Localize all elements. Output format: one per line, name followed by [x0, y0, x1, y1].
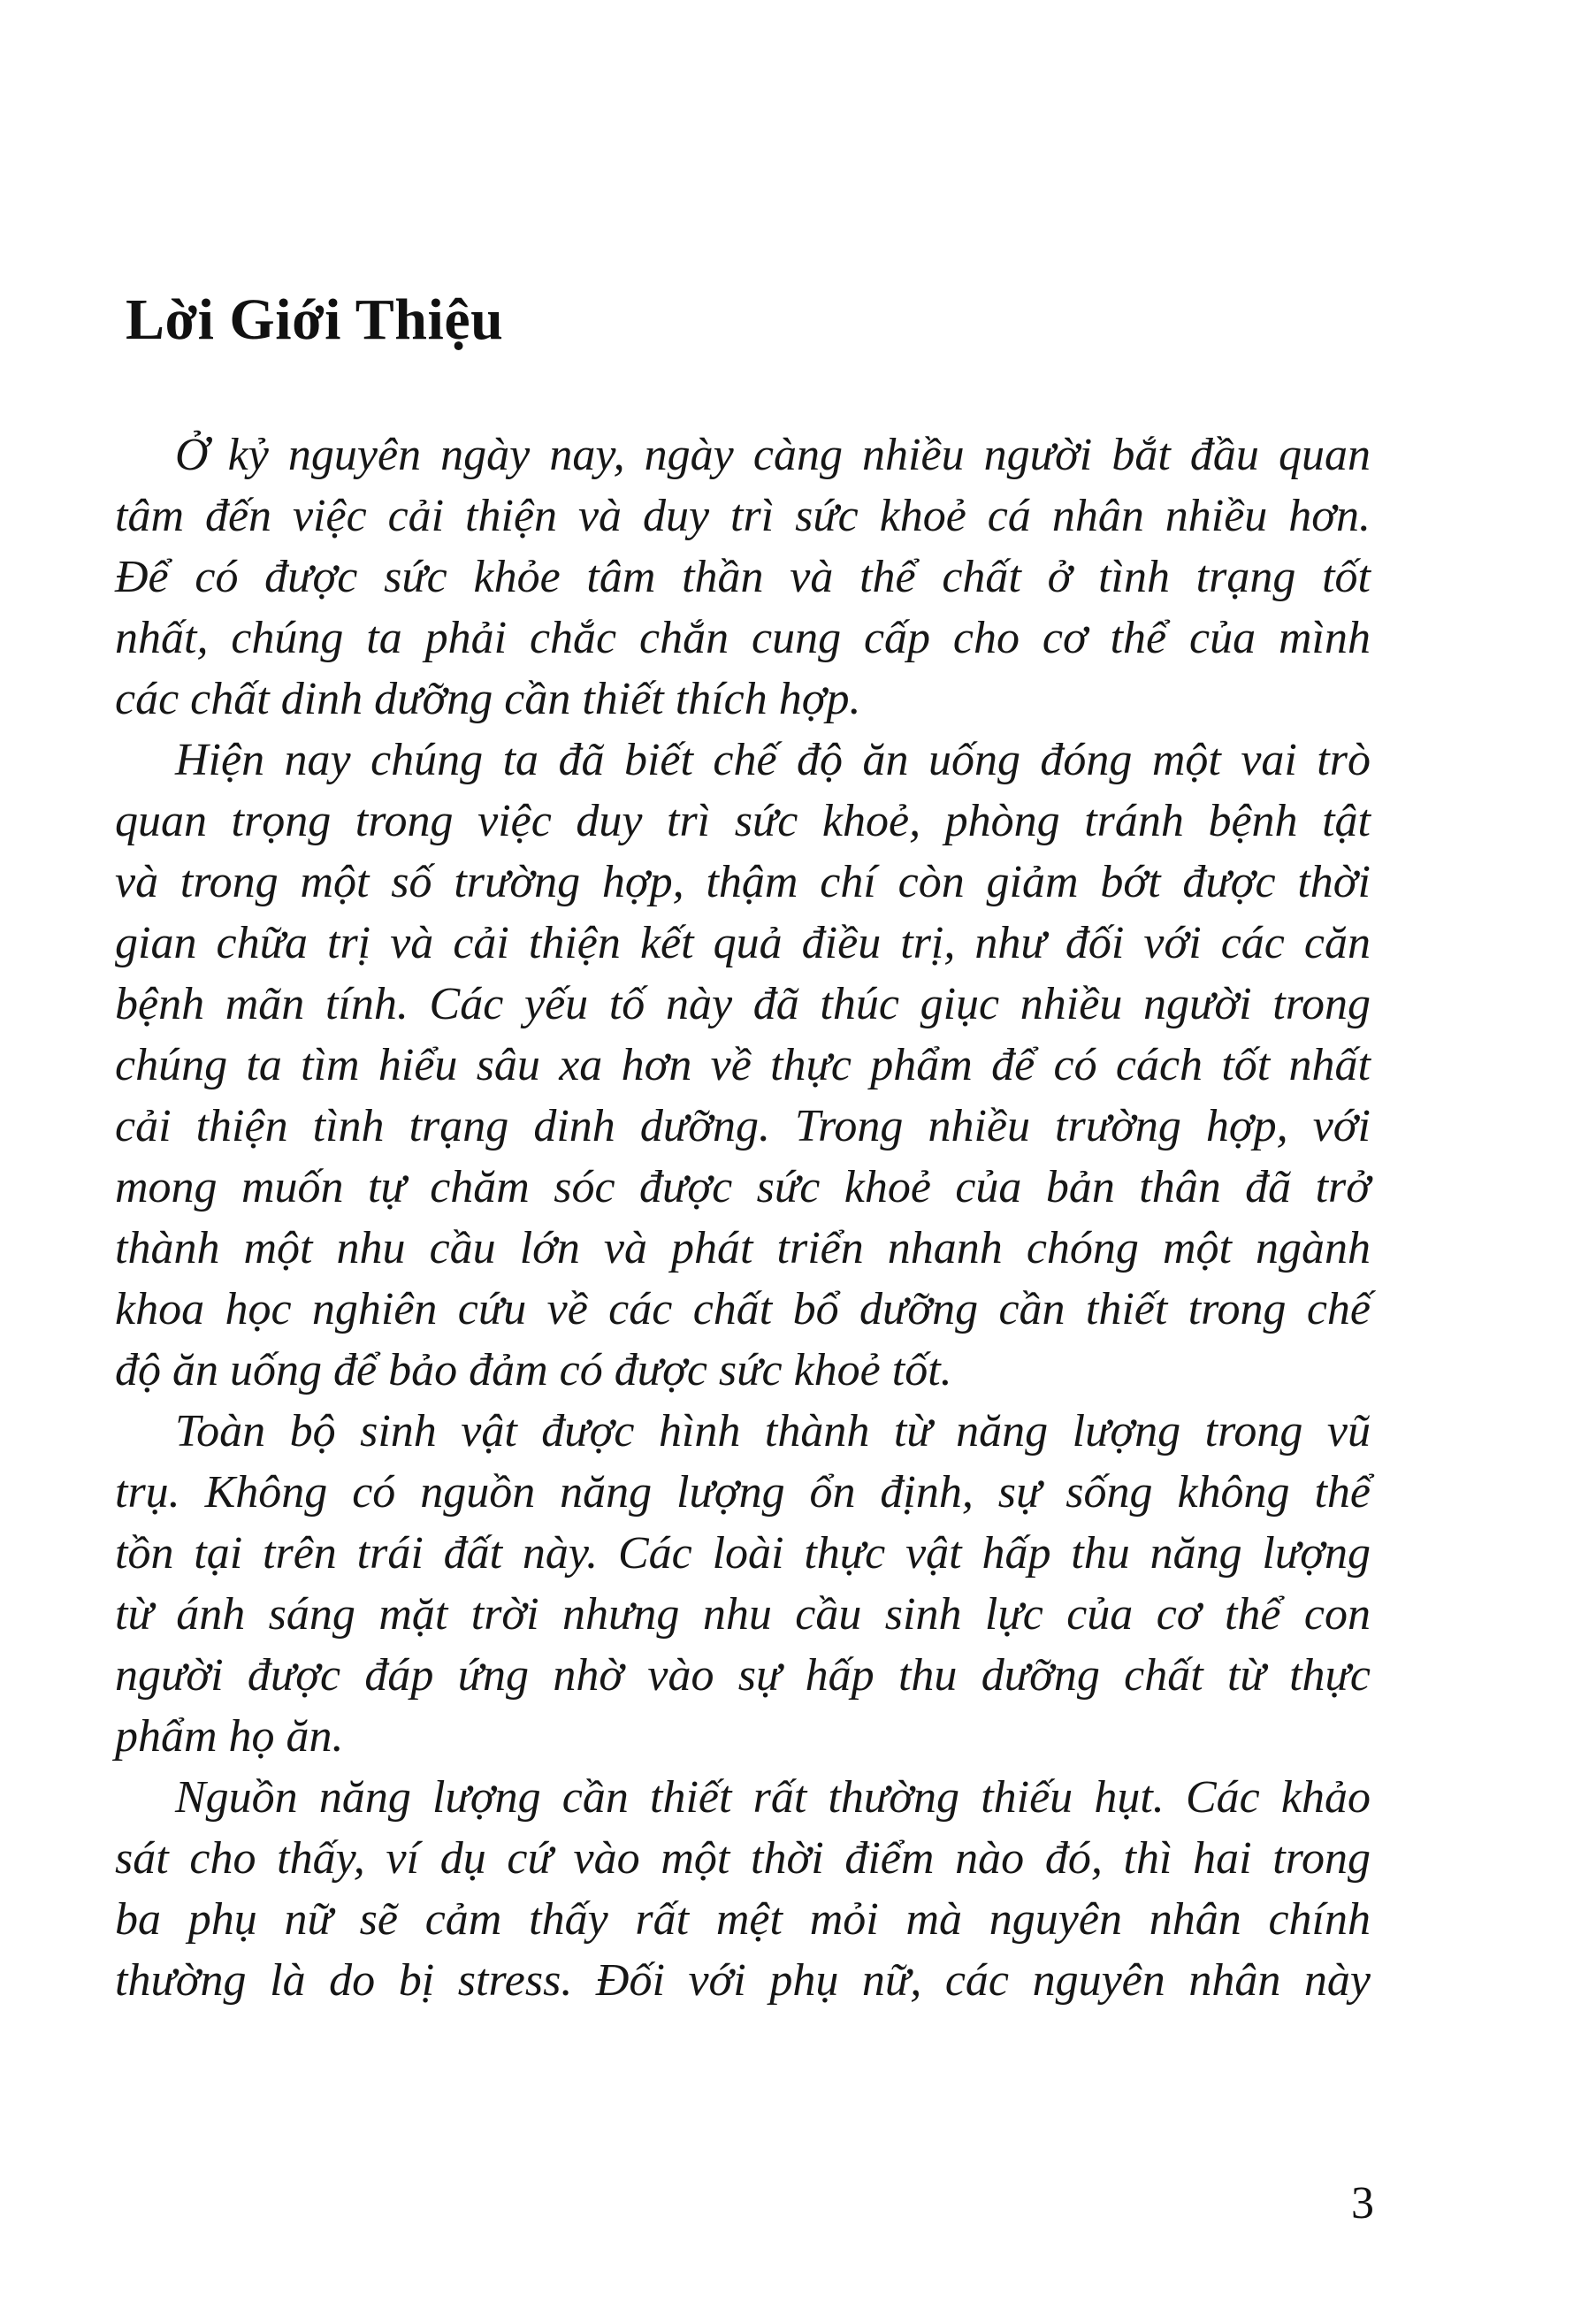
text-line: Toàn bộ sinh vật được hình thành từ năng lượng trong vũ	[175, 1406, 1371, 1456]
text-line: mong muốn tự chăm sóc được sức khoẻ của bản thân đã trở	[115, 1162, 1371, 1212]
paragraph-3	[115, 1401, 1371, 1767]
text-line: sát cho thấy, ví dụ cứ vào một thời điểm nào đó, thì hai trong	[115, 1833, 1371, 1884]
body-text	[115, 424, 1371, 2011]
text-line: Để có được sức khỏe tâm thần và thể chất ở tình trạng tốt	[115, 552, 1371, 602]
paragraph-1	[115, 424, 1371, 730]
page-number: 3	[1351, 2178, 1374, 2228]
text-line: từ ánh sáng mặt trời nhưng nhu cầu sinh lực của cơ thể con	[115, 1589, 1371, 1640]
text-line: và trong một số trường hợp, thậm chí còn giảm bớt được thời	[115, 857, 1371, 907]
text-line: nhất, chúng ta phải chắc chắn cung cấp cho cơ thể của mình	[115, 613, 1371, 663]
text-line: quan trọng trong việc duy trì sức khoẻ, phòng tránh bệnh tật	[115, 796, 1371, 846]
text-line: ba phụ nữ sẽ cảm thấy rất mệt mỏi mà nguyên nhân chính	[115, 1894, 1371, 1945]
paragraph-2	[115, 730, 1371, 1401]
text-line: độ ăn uống để bảo đảm có được sức khoẻ tốt.	[115, 1345, 952, 1395]
text-line: phẩm họ ăn.	[115, 1711, 344, 1762]
text-line: thường là do bị stress. Đối với phụ nữ, các nguyên nhân này	[115, 1955, 1371, 2006]
text-line: tâm đến việc cải thiện và duy trì sức khoẻ cá nhân nhiều hơn.	[115, 491, 1371, 541]
text-line: cải thiện tình trạng dinh dưỡng. Trong nhiều trường hợp, với	[115, 1101, 1371, 1151]
text-line: gian chữa trị và cải thiện kết quả điều trị, như đối với các căn	[115, 918, 1371, 968]
page-title: Lời Giới Thiệu	[126, 287, 504, 352]
text-line: Ở kỷ nguyên ngày nay, ngày càng nhiều người bắt đầu quan	[175, 430, 1371, 480]
text-line: tồn tại trên trái đất này. Các loài thực vật hấp thu năng lượng	[115, 1528, 1371, 1579]
text-line: bệnh mãn tính. Các yếu tố này đã thúc giục nhiều người trong	[115, 979, 1371, 1029]
text-line: người được đáp ứng nhờ vào sự hấp thu dưỡng chất từ thực	[115, 1650, 1371, 1701]
text-line: trụ. Không có nguồn năng lượng ổn định, sự sống không thể	[115, 1467, 1371, 1517]
paragraph-4	[115, 1767, 1371, 2011]
text-line: khoa học nghiên cứu về các chất bổ dưỡng cần thiết trong chế	[115, 1284, 1371, 1334]
text-line: Hiện nay chúng ta đã biết chế độ ăn uống đóng một vai trò	[175, 735, 1371, 785]
text-line: thành một nhu cầu lớn và phát triển nhanh chóng một ngành	[115, 1223, 1371, 1273]
text-line: các chất dinh dưỡng cần thiết thích hợp.	[115, 674, 861, 724]
text-line: chúng ta tìm hiểu sâu xa hơn về thực phẩm để có cách tốt nhất	[115, 1040, 1371, 1090]
text-line: Nguồn năng lượng cần thiết rất thường thiếu hụt. Các khảo	[175, 1772, 1371, 1823]
